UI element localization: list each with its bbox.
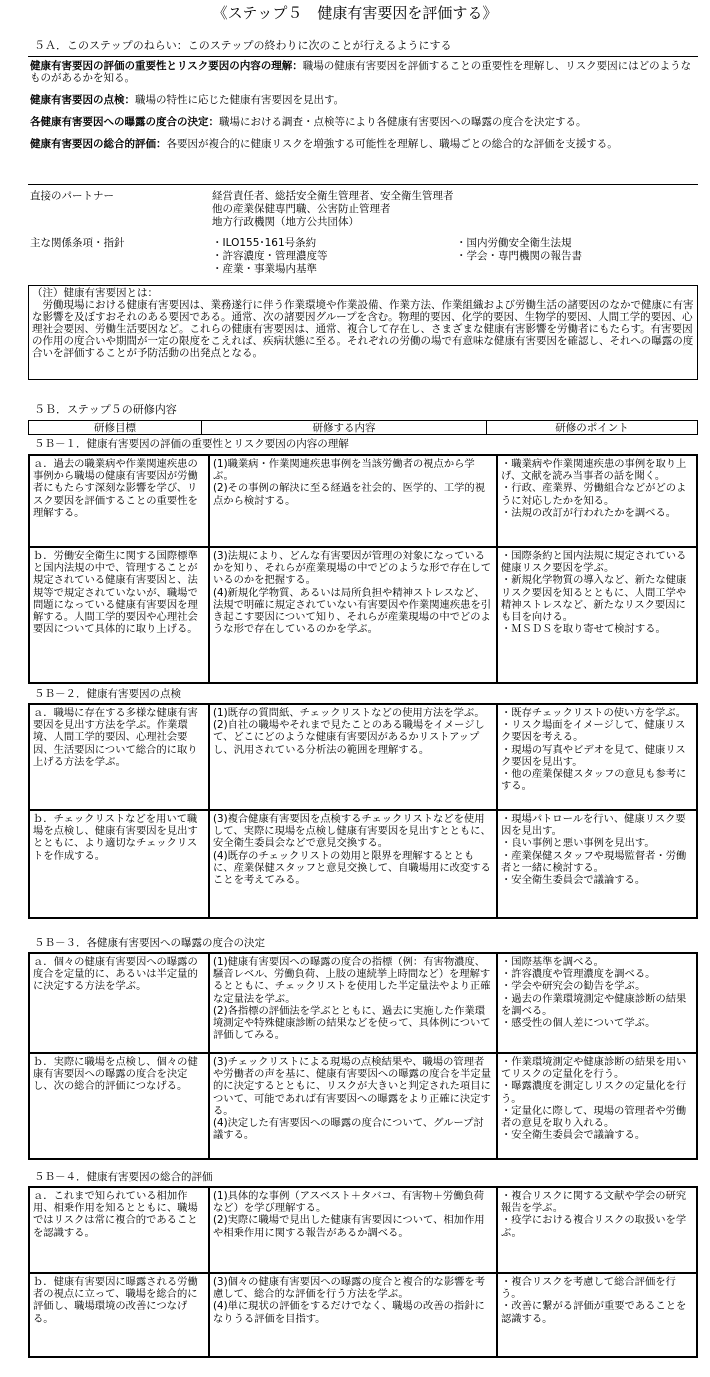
- law-line: ・ILO155･161号条約: [212, 237, 317, 249]
- law-line: ・学会・専門機関の報告書: [456, 250, 582, 262]
- note-title: （注）健康有害要因とは：: [32, 287, 158, 299]
- partner-line: 地方行政機関（地方公共団体）: [212, 216, 359, 228]
- goal-text: 職場における調査・点検等により各健康有害要因への曝露の度合を決定する。: [219, 116, 587, 128]
- cell-points: ・複合リスクに関する文献や学会の研究報告を学ぶ。 ・疫学における複合リスクの取扱いを学ぶ。: [497, 1187, 697, 1273]
- cell-content: (1)職業病・作業関連疾患事例を当該労働者の視点から学ぶ。 (2)その事例の解決に至る経過を社会的、医学的、工学的視点から検討する。: [209, 455, 497, 547]
- goal-item: [30, 60, 696, 84]
- table-row: [29, 810, 697, 918]
- column-header: 研修のポイント: [487, 421, 698, 435]
- cell-goal: ａ．職場に存在する多様な健康有害要因を見出す方法を学ぶ。作業環境、人間工学的要因、心理社会要因、生活要因について総合的に取り上げる方法を学ぶ。: [29, 704, 209, 810]
- cell-points: ・職業病や作業関連疾患の事例を取り上げ、文献を読み当事者の話を聞く。 ・行政、産業界、労働組合などがどのように対応したかを知る。 ・法規の改訂が行われたかを調べる。: [497, 455, 697, 547]
- goals-box: [28, 56, 698, 185]
- partner-line: 経営責任者、総括安全衛生管理者、安全衛生管理者: [212, 190, 454, 202]
- subsection-table: [28, 952, 698, 1160]
- law-line: ・産業・事業場内基準: [212, 263, 317, 275]
- cell-goal: ｂ．健康有害要因に曝露される労働者の視点に立って、職場を総合的に評価し、職場環境の改善につなげる。: [29, 1273, 209, 1357]
- page-title: 《ステップ５ 健康有害要因を評価する》: [212, 4, 498, 22]
- note-box: [28, 285, 698, 380]
- subsection-table: [28, 703, 698, 919]
- section-a-heading: ５Ａ．このステップのねらい：このステップの終わりに次のことが行えるようにする: [34, 39, 452, 52]
- goal-label: 健康有害要因の評価の重要性とリスク要因の内容の理解：: [30, 60, 303, 72]
- cell-content: (3)法規により、どんな有害要因が管理の対象になっているかを知り、それらが産業現場の中でどのような形で存在しているのかを把握する。 (4)新規化学物質、あるいは局所負担や精神ストレスなど、法規で明確に規定されていない有害要因や作業関連疾患を引き起こす要因について知り、それらが産業現場の中でどのような形で存在しているのかを学ぶ。: [209, 547, 497, 683]
- cell-goal: ｂ．実際に職場を点検し、個々の健康有害要因への曝露の度合を決定し、次の総合的評価につなげる。: [29, 1053, 209, 1159]
- cell-content: (3)チェックリストによる現場の点検結果や、職場の管理者や労働者の声を基に、健康有害要因への曝露の度合を半定量的に決定するとともに、リスクが大きいと判定された項目について、可能であれば有害要因への曝露をより正確に決定する。 (4)決定した有害要因への曝露の度合について、グループ討議する。: [209, 1053, 497, 1159]
- goal-item: [30, 94, 696, 106]
- cell-points: ・国際条約と国内法規に規定されている健康リスク要因を学ぶ。 ・新規化学物質の導入など、新たな健康リスク要因を知るとともに、人間工学や精神ストレスなど、新たなリスク要因にも目を向ける。 ・ＭＳＤＳを取り寄せて検討する。: [497, 547, 697, 683]
- subsection-table: [28, 454, 698, 684]
- goal-item: [30, 116, 696, 128]
- goal-label: 健康有害要因の点検：: [30, 94, 135, 106]
- table-row: [29, 547, 697, 683]
- subsection-title: ５Ｂ－３．各健康有害要因への曝露の度合の決定: [34, 937, 265, 949]
- goal-label: 各健康有害要因への曝露の度合の決定：: [30, 116, 219, 128]
- cell-goal: ｂ．労働安全衛生に関する国際標準と国内法規の中で、管理することが規定されている健康有害要因と、法規等で規定されていないが、職場で問題になっている健康有害要因を理解する。人間工学的要因や心理社会要因について具体的に取り上げる。: [29, 547, 209, 683]
- cell-goal: ａ．過去の職業病や作業関連疾患の事例から職場の健康有害要因が労働者にもたらす深刻な影響を学び、リスク要因を評価することの重要性を理解する。: [29, 455, 209, 547]
- table-row: [29, 1187, 697, 1273]
- cell-points: ・作業環境測定や健康診断の結果を用いてリスクの定量化を行う。 ・曝露濃度を測定しリスクの定量化を行う。 ・定量化に際して、現場の管理者や労働者の意見を取り入れる。 ・安全衛生委員会で議論する。: [497, 1053, 697, 1159]
- goal-text: 各要因が複合的に健康リスクを増強する可能性を理解し、職場ごとの総合的な評価を支援する。: [166, 138, 618, 150]
- cell-goal: ｂ．チェックリストなどを用いて職場を点検し、健康有害要因を見出すとともに、より適切なチェックリストを作成する。: [29, 810, 209, 918]
- cell-content: (1)既存の質問紙、チェックリストなどの使用方法を学ぶ。 (2)自社の職場やそれまで見たことのある職場をイメージして、どこにどのような健康有害要因があるかリストアップし、汎用されている分析法の範囲を理解する。: [209, 704, 497, 810]
- cell-points: ・既存チェックリストの使い方を学ぶ。 ・リスク場面をイメージして、健康リスク要因を考える。 ・現場の写真やビデオを見て、健康リスク要因を見出す。 ・他の産業保健スタッフの意見も参考にする。: [497, 704, 697, 810]
- cell-content: (1)健康有害要因への曝露の度合の指標（例：有害物濃度、騒音レベル、労働負荷、上肢の連続挙上時間など）を理解するとともに、チェックリストを使用した半定量法やより正確な定量法を学ぶ。 (2)各指標の評価法を学ぶとともに、過去に実施した作業環境測定や特殊健康診断の結果などを使って、具体例について評価してみる。: [209, 953, 497, 1053]
- goal-text: 職場の健康有害要因を評価することの重要性を理解し、リスク要因にはどのようなものがあるかを知る。: [30, 60, 692, 84]
- cell-points: ・複合リスクを考慮して総合評価を行う。 ・改善に繋がる評価が重要であることを認識する。: [497, 1273, 697, 1357]
- goal-text: 職場の特性に応じた健康有害要因を見出す。: [135, 94, 345, 106]
- table-row: [29, 953, 697, 1053]
- cell-content: (3)複合健康有害要因を点検するチェックリストなどを使用して、実際に現場を点検し健康有害要因を見出すとともに、安全衛生委員会などで意見交換する。 (4)既存のチェックリストの効用と限界を理解するとともに、産業保健スタッフと意見交換して、自職場用に改変することを考えてみる。: [209, 810, 497, 918]
- law-line: ・国内労働安全衛生法規: [456, 237, 572, 249]
- subsection-table: [28, 1186, 698, 1358]
- subsection-title: ５Ｂ－４．健康有害要因の総合的評価: [34, 1171, 213, 1183]
- goal-label: 健康有害要因の総合的評価：: [30, 138, 167, 150]
- table-row: [29, 704, 697, 810]
- cell-content: (3)個々の健康有害要因への曝露の度合と複合的な影響を考慮して、総合的な評価を行う方法を学ぶ。 (4)単に現状の評価をするだけでなく、職場の改善の指針になりうる評価を目指す。: [209, 1273, 497, 1357]
- column-header-table: [28, 420, 698, 435]
- law-line: ・許容濃度・管理濃度等: [212, 250, 328, 262]
- subsection-title: ５Ｂ－１．健康有害要因の評価の重要性とリスク要因の内容の理解: [34, 438, 349, 450]
- note-body: 労働現場における健康有害要因は、業務遂行に伴う作業環境や作業設備、作業方法、作業組織および労働生活の諸要因のなかで健康に有害な影響を及ぼすおそれのある要因である。通常、次の諸要因グループを含む。物理的要因、化学的要因、生物学的要因、人間工学的要因、心理社会要因、労働生活要因など。これらの健康有害要因は、通常、複合して存在し、さまざまな健康有害影響を労働者にもたらす。有害要因の作用の度合いや期間が一定の限度をこえれば、疾病状態に至る。それぞれの労働の場で有意味な健康有害要因を確認し、それへの曝露の度合いを評価することが予防活動の出発点となる。: [32, 299, 694, 359]
- cell-points: ・国際基準を調べる。 ・許容濃度や管理濃度を調べる。 ・学会や研究会の勧告を学ぶ。 ・過去の作業環境測定や健康診断の結果を調べる。 ・感受性の個人差について学ぶ。: [497, 953, 697, 1053]
- column-header: 研修目標: [29, 421, 202, 435]
- cell-points: ・現場パトロールを行い、健康リスク要因を見出す。 ・良い事例と悪い事例を見出す。 ・産業保健スタッフや現場監督者・労働者と一緒に検討する。 ・安全衛生委員会で議論する。: [497, 810, 697, 918]
- table-row: [29, 455, 697, 547]
- cell-content: (1)具体的な事例（アスベスト＋タバコ、有害物＋労働負荷など）を学び理解する。 (2)実際に職場で見出した健康有害要因について、相加作用や相乗作用に関する報告があるか調べる。: [209, 1187, 497, 1273]
- section-b-heading: ５Ｂ．ステップ５の研修内容: [34, 403, 177, 416]
- cell-goal: ａ．個々の健康有害要因への曝露の度合を定量的に、あるいは半定量的に決定する方法を学ぶ。: [29, 953, 209, 1053]
- table-row: [29, 1273, 697, 1357]
- column-header: 研修する内容: [202, 421, 487, 435]
- partners-label: 直接のパートナー: [30, 190, 114, 202]
- goal-item: [30, 138, 696, 150]
- partner-line: 他の産業保健専門職、公害防止管理者: [212, 203, 391, 215]
- table-row: [29, 1053, 697, 1159]
- cell-goal: ａ．これまで知られている相加作用、相乗作用を知るとともに、職場ではリスクは常に複合的であることを認識する。: [29, 1187, 209, 1273]
- laws-label: 主な関係条項・指針: [30, 237, 125, 249]
- subsection-title: ５Ｂ－２．健康有害要因の点検: [34, 688, 181, 700]
